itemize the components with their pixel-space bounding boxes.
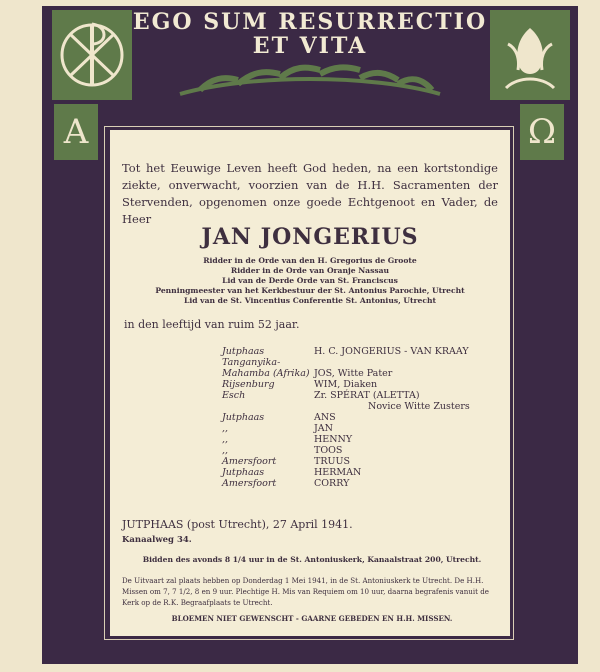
family-member: CORRY xyxy=(314,478,350,489)
family-row xyxy=(222,456,512,467)
title-line: Lid van de St. Vincentius Conferentie St. Antonius, Utrecht xyxy=(183,296,437,305)
family-row xyxy=(222,368,512,379)
omega-symbol: Ω xyxy=(520,104,564,160)
family-row xyxy=(222,434,512,445)
age-text: in den leeftijd van ruim 52 jaar. xyxy=(124,318,300,331)
family-location: Jutphaas xyxy=(222,346,265,357)
place-date: JUTPHAAS (post Utrecht), 27 April 1941. xyxy=(122,518,353,531)
family-member: H. C. JONGERIUS - VAN KRAAY xyxy=(314,346,469,357)
family-member: JOS, Witte Pater xyxy=(314,368,393,379)
family-note: Novice Witte Zusters xyxy=(368,401,470,412)
family-list xyxy=(222,346,512,489)
title-line: Lid van de Derde Orde van St. Franciscus xyxy=(222,276,398,285)
alpha-symbol: A xyxy=(54,104,98,160)
family-member: HERMAN xyxy=(314,467,362,478)
family-location: Jutphaas xyxy=(222,467,265,478)
deceased-name: JAN JONGERIUS xyxy=(201,224,419,250)
family-member: TRUUS xyxy=(314,456,351,467)
family-row xyxy=(222,445,512,456)
motto-line-2: ET VITA xyxy=(252,33,368,59)
family-location: Mahamba (Afrika) xyxy=(222,368,310,379)
motto xyxy=(110,10,510,58)
family-member: JAN xyxy=(314,423,333,434)
family-row xyxy=(222,390,512,401)
family-location: ,, xyxy=(222,423,229,434)
family-location: Rijsenburg xyxy=(222,379,275,390)
family-row xyxy=(222,478,512,489)
title-line: Ridder in de Orde van Oranje Nassau xyxy=(230,266,390,275)
title-line: Penningmeester van het Kerkbestuur der St. Antonius Parochie, Utrecht xyxy=(155,286,465,295)
title-line: Ridder in de Orde van den H. Gregorius de Groote xyxy=(203,256,417,265)
motto-line-1: EGO SUM RESURRECTIO xyxy=(132,9,488,35)
address: Kanaalweg 34. xyxy=(122,535,192,545)
flowers-notice: BLOEMEN NIET GEWENSCHT - GAARNE GEBEDEN EN H.H. MISSEN. xyxy=(171,614,453,623)
family-row xyxy=(222,401,512,412)
family-row xyxy=(222,379,512,390)
family-member: ANS xyxy=(314,412,336,423)
family-member: HENNY xyxy=(314,434,353,445)
intro-text: Tot het Eeuwige Leven heeft God heden, na een kortstondige ziekte, onverwacht, voorzien van de H.H. Sacramenten der Stervenden, opgenomen onze goede Echtgenoot en Vader, de Heer xyxy=(122,161,498,226)
family-row xyxy=(222,357,512,368)
family-location: Amersfoort xyxy=(222,456,277,467)
laurel-branch-icon xyxy=(160,56,460,116)
family-row xyxy=(222,467,512,478)
family-location: Tanganyika- xyxy=(222,357,281,368)
funeral-details: De Uitvaart zal plaats hebben op Donderdag 1 Mei 1941, in de St. Antoniuskerk te Utrecht. De H.H. Missen om 7, 7 1/2, 8 en 9 uur. Plechtige H. Mis van Requiem om 10 uur, daarna begrafenis vanuit de Kerk op de R.K. Begraafplaats te Utrecht. xyxy=(122,576,489,607)
family-location: ,, xyxy=(222,445,229,456)
family-member xyxy=(314,357,512,368)
frame-bottom xyxy=(42,636,578,664)
family-row xyxy=(222,346,512,357)
family-member: WIM, Diaken xyxy=(314,379,378,390)
family-location: Jutphaas xyxy=(222,412,265,423)
family-location: Esch xyxy=(222,390,246,401)
family-member: Zr. SPÉRAT (ALETTA) xyxy=(314,390,420,401)
family-location: Amersfoort xyxy=(222,478,277,489)
family-member: TOOS xyxy=(314,445,343,456)
family-row xyxy=(222,412,512,423)
titles-list xyxy=(110,256,510,306)
evening-prayer: Bidden des avonds 8 1/4 uur in de St. Antoniuskerk, Kanaalstraat 200, Utrecht. xyxy=(142,555,482,564)
family-row xyxy=(222,423,512,434)
family-location: ,, xyxy=(222,434,229,445)
